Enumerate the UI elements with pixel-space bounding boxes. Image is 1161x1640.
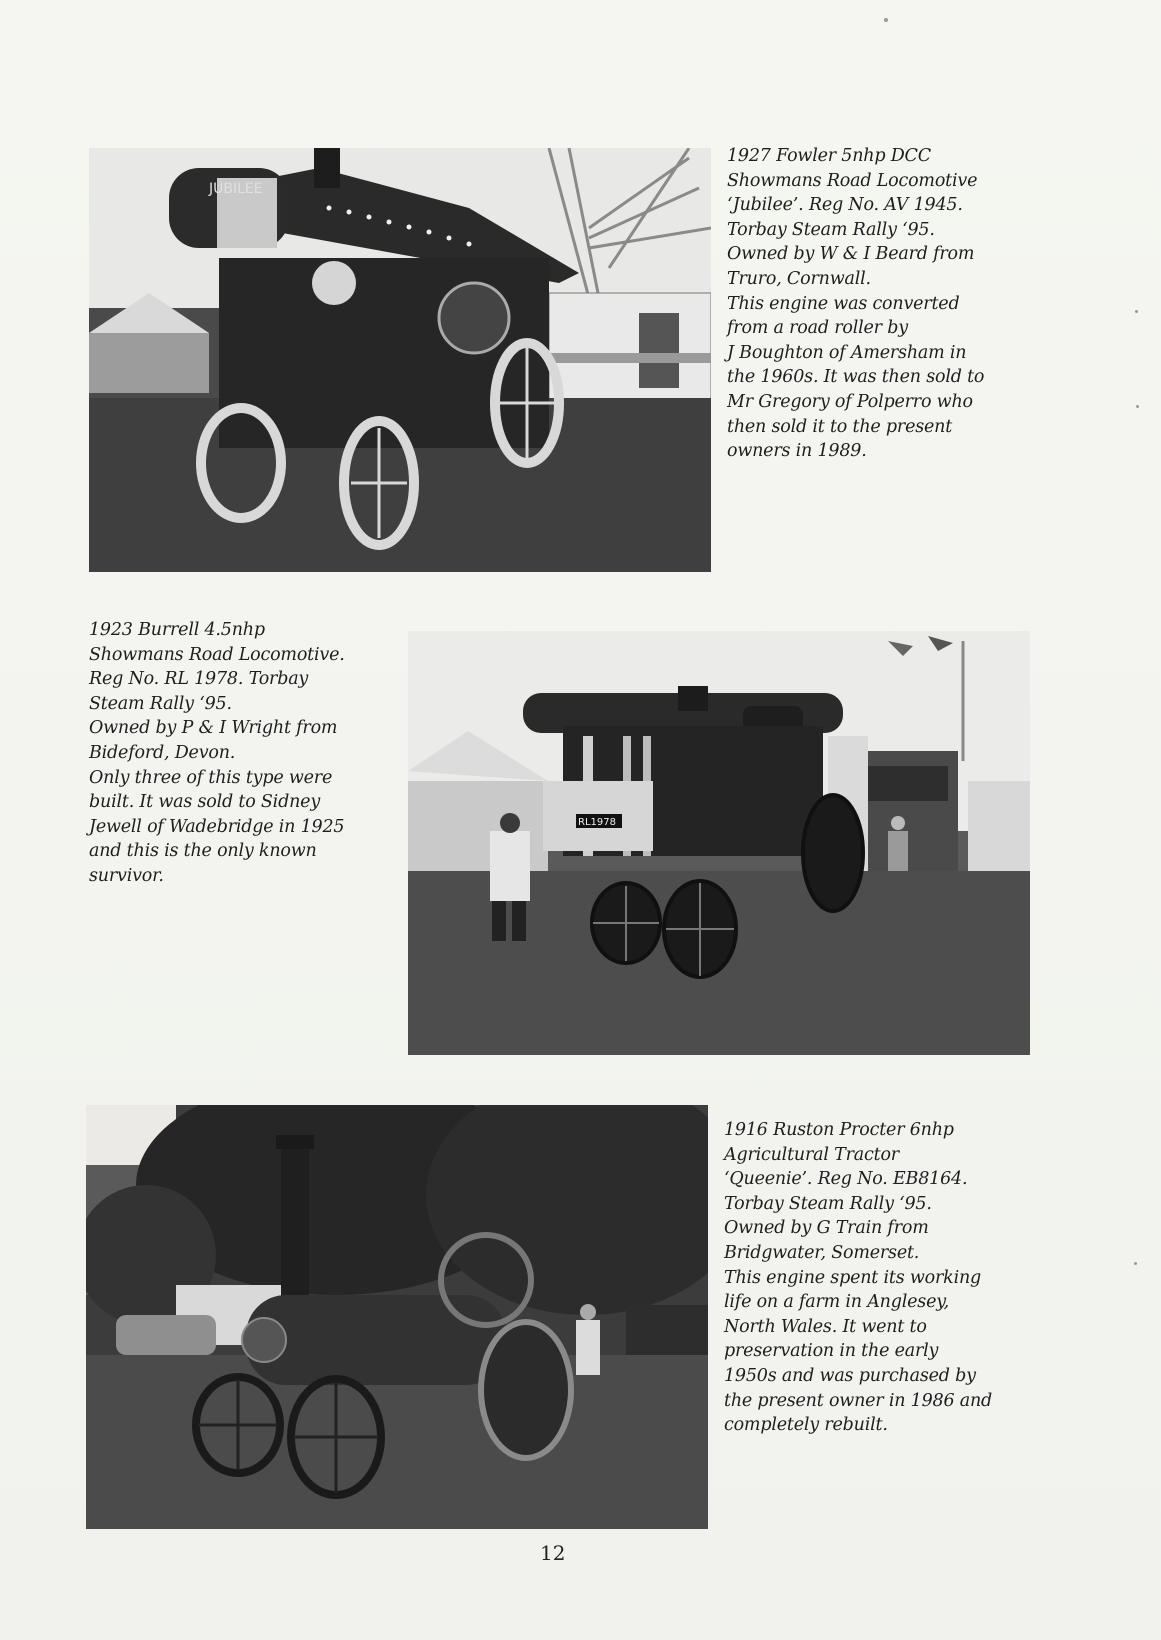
- caption-line: 1927 Fowler 5nhp DCC: [727, 146, 931, 166]
- caption-line: Truro, Cornwall.: [727, 268, 871, 289]
- caption-line: ‘Jubilee’. Reg No. AV 1945.: [727, 195, 963, 216]
- caption-line: North Wales. It went to: [724, 1316, 927, 1337]
- caption-line: then sold it to the present: [727, 416, 953, 437]
- caption-line: Bideford, Devon.: [89, 742, 236, 763]
- caption-line: and this is the only known: [89, 841, 317, 862]
- jubilee-board-text: JUBILEE: [209, 181, 263, 197]
- caption-ruston: [724, 1118, 1044, 1438]
- caption-line: the 1960s. It was then sold to: [727, 367, 985, 388]
- caption-line: Bridgwater, Somerset.: [724, 1242, 920, 1263]
- caption-line: Jewell of Wadebridge in 1925: [89, 816, 345, 837]
- caption-line: Agricultural Tractor: [724, 1144, 899, 1165]
- caption-line: Owned by W & I Beard from: [727, 244, 975, 265]
- caption-line: 1950s and was purchased by: [724, 1365, 976, 1386]
- caption-line: Owned by G Train from: [724, 1218, 929, 1239]
- print-speck: [1136, 405, 1139, 408]
- caption-line: 1923 Burrell 4.5nhp: [89, 620, 265, 640]
- caption-line: from a road roller by: [727, 318, 908, 339]
- caption-line: Showmans Road Locomotive: [727, 170, 978, 191]
- print-speck: [1134, 1262, 1137, 1265]
- photo-ruston-procter: [86, 1105, 708, 1529]
- caption-line: Reg No. RL 1978. Torbay: [89, 669, 309, 690]
- caption-line: ‘Queenie’. Reg No. EB8164.: [724, 1169, 968, 1190]
- caption-line: This engine spent its working: [724, 1267, 982, 1288]
- photo-burrell: [408, 631, 1030, 1055]
- caption-line: Steam Rally ‘95.: [89, 693, 232, 714]
- caption-line: Owned by P & I Wright from: [89, 718, 338, 739]
- caption-line: J Boughton of Amersham in: [727, 342, 967, 363]
- caption-line: Only three of this type were: [89, 767, 333, 788]
- caption-line: Showmans Road Locomotive.: [89, 644, 345, 665]
- page-number: 12: [540, 1541, 566, 1565]
- caption-line: Mr Gregory of Polperro who: [727, 391, 973, 412]
- caption-fowler: [727, 144, 1047, 464]
- caption-line: Torbay Steam Rally ‘95.: [727, 219, 935, 240]
- caption-line: built. It was sold to Sidney: [89, 792, 321, 813]
- caption-line: This engine was converted: [727, 293, 960, 314]
- caption-line: owners in 1989.: [727, 441, 867, 462]
- photo-fowler-jubilee: [89, 148, 711, 572]
- caption-burrell: [89, 618, 399, 889]
- caption-line: survivor.: [89, 865, 164, 886]
- caption-line: life on a farm in Anglesey,: [724, 1292, 949, 1313]
- caption-line: completely rebuilt.: [724, 1415, 888, 1436]
- caption-line: preservation in the early: [724, 1341, 939, 1362]
- caption-line: 1916 Ruston Procter 6nhp: [724, 1120, 954, 1140]
- print-speck: [884, 18, 888, 22]
- caption-line: Torbay Steam Rally ‘95.: [724, 1193, 932, 1214]
- print-speck: [1135, 310, 1138, 313]
- burrell-plate-text: RL1978: [578, 817, 616, 828]
- caption-line: the present owner in 1986 and: [724, 1390, 993, 1411]
